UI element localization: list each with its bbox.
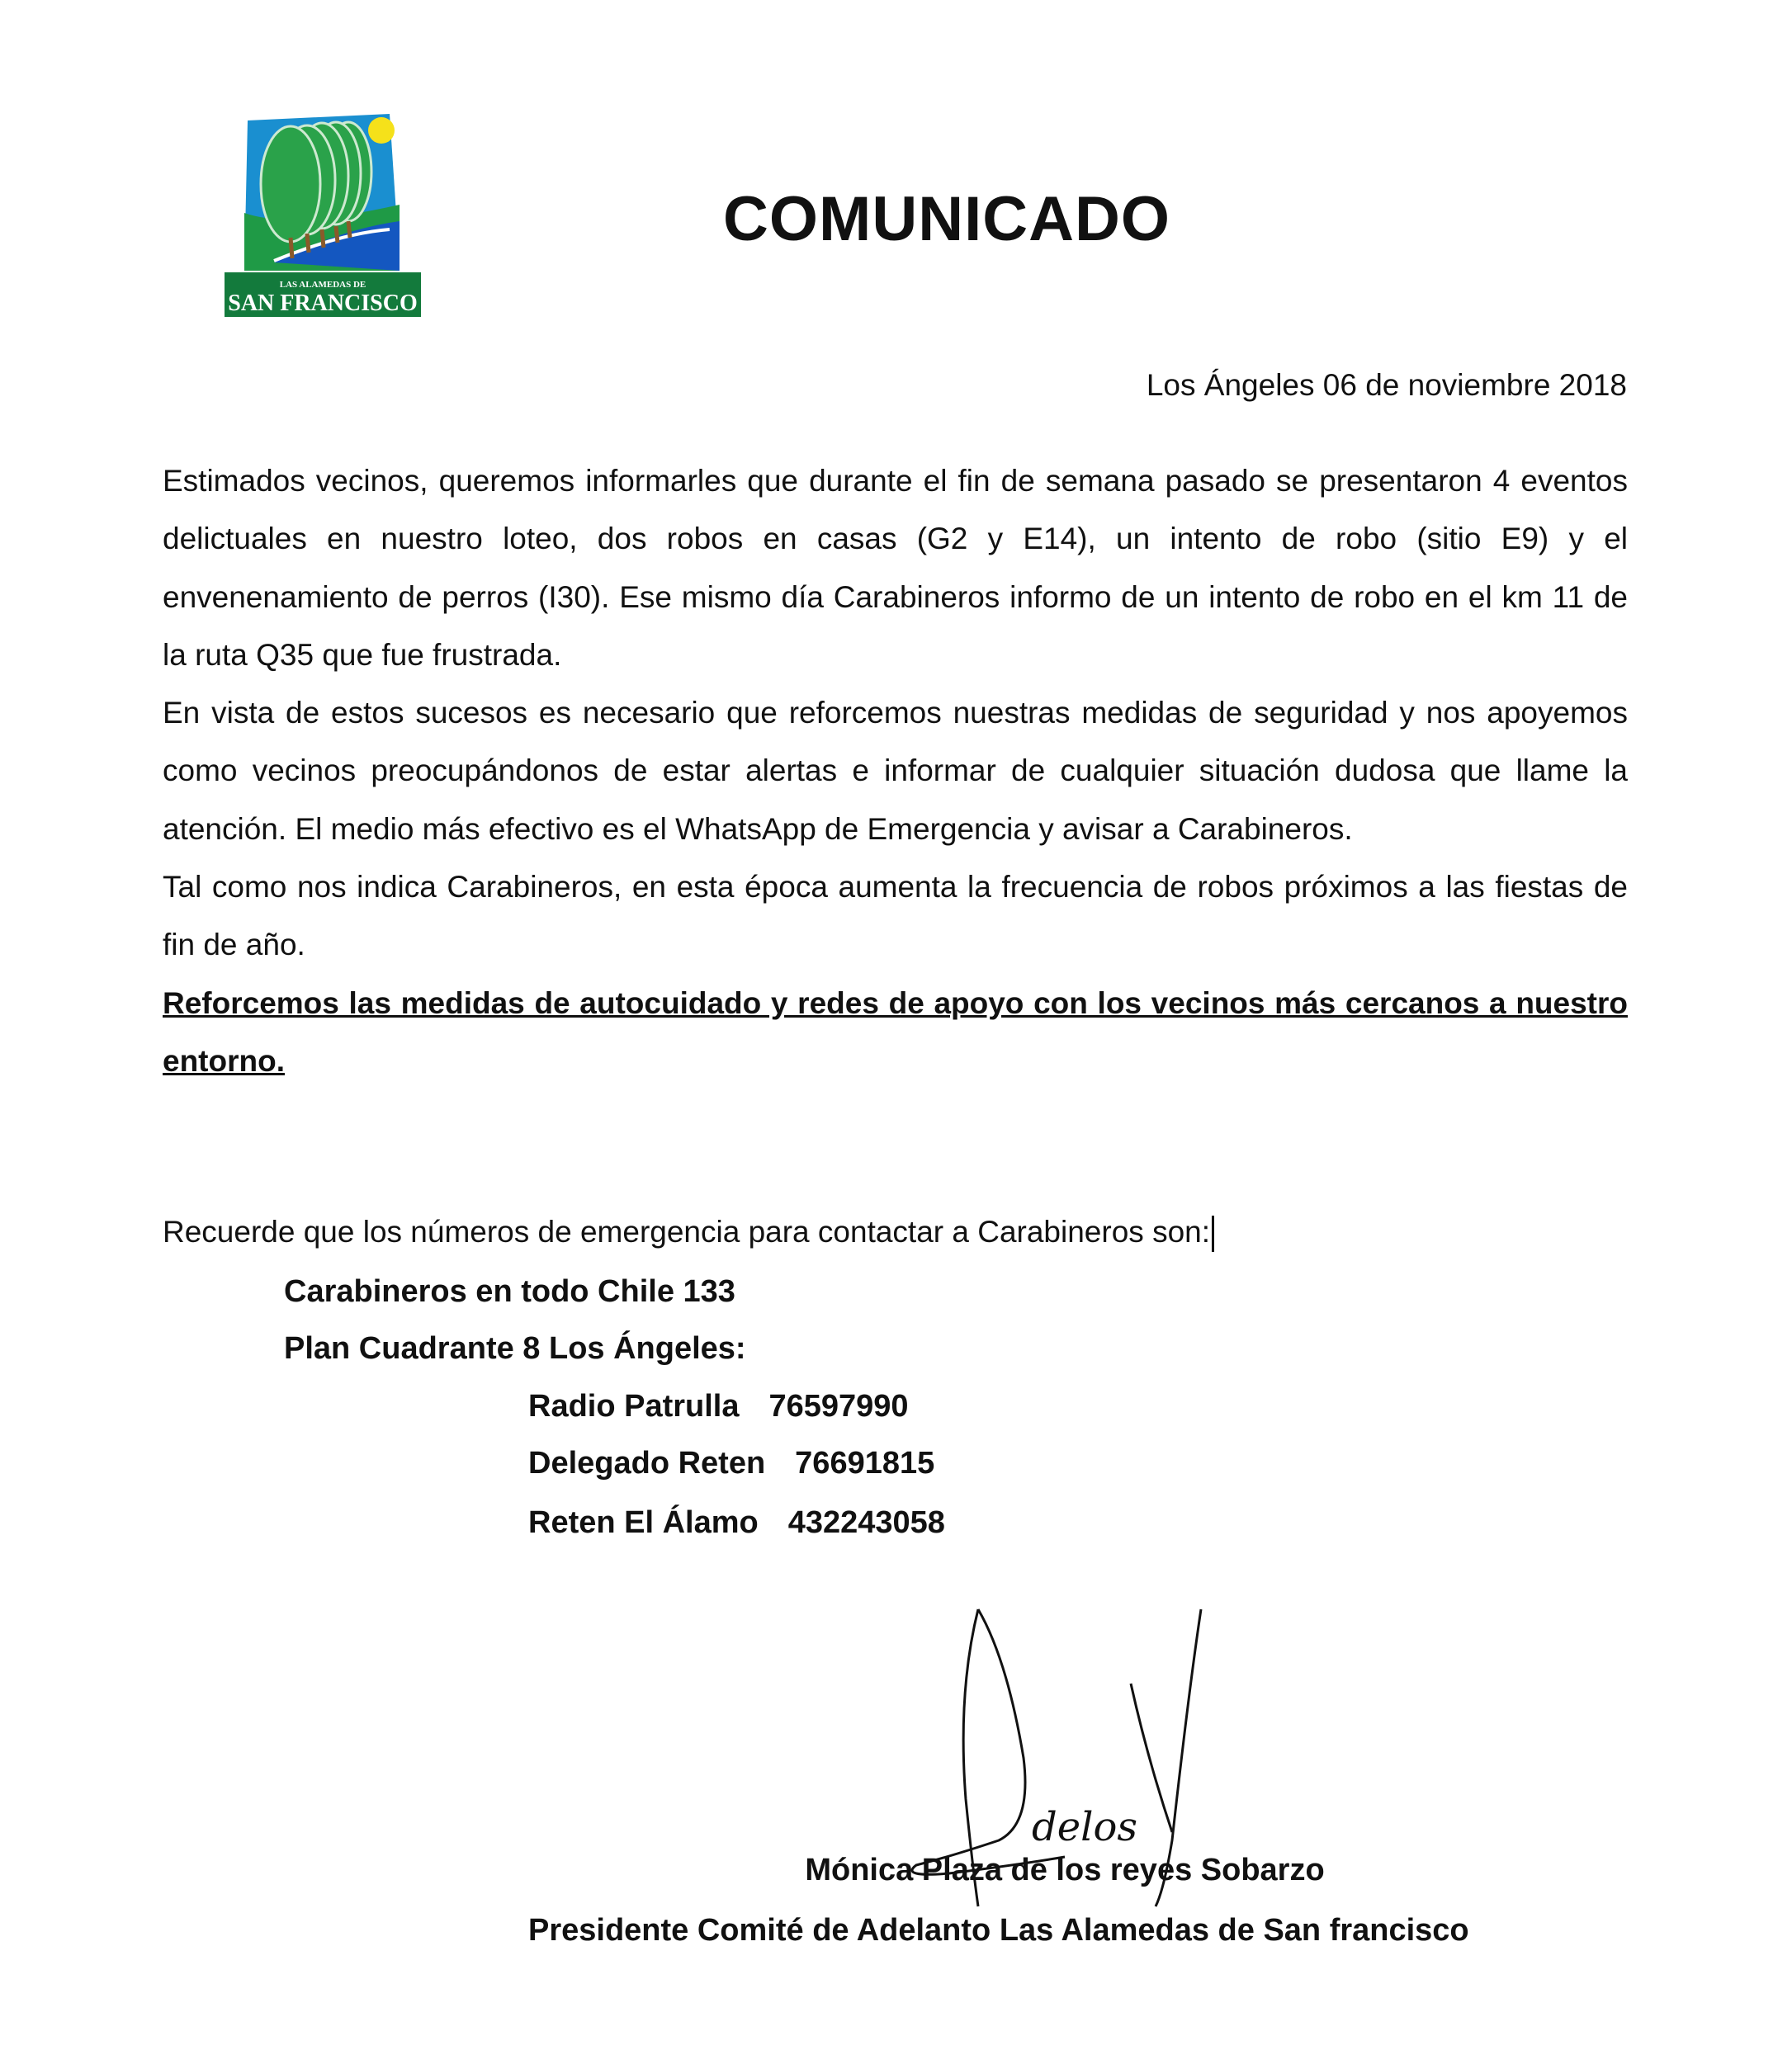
- logo-top-text: LAS ALAMEDAS DE: [279, 280, 366, 290]
- paragraph: Tal como nos indica Carabineros, en esta época aumenta la frecuencia de robos próximos a las fiestas de fin de año.: [163, 870, 1628, 962]
- document-body: [163, 452, 1628, 1090]
- document-date: Los Ángeles 06 de noviembre 2018: [1146, 368, 1627, 402]
- logo-name: SAN FRANCISCO: [228, 290, 418, 316]
- contact-label: Radio Patrulla: [528, 1389, 740, 1424]
- paragraph: Estimados vecinos, queremos informarles que durante el fin de semana pasado se presentaron 4 eventos delictuales en nuestro loteo, dos robos en casas (G2 y E14), un intento de robo (sitio E9) y el envenenamiento de perros (I30). Ese mismo día Carabineros informo de un intento de robo en el km 11 de la ruta Q35 que fue frustrada.: [163, 464, 1628, 672]
- emergency-intro: [163, 1215, 1214, 1252]
- document-title: COMUNICADO: [723, 184, 1170, 254]
- contact-label: Reten El Álamo: [528, 1505, 759, 1540]
- highlight-paragraph: Reforcemos las medidas de autocuidado y redes de apoyo con los vecinos más cercanos a nuestro entorno.: [163, 985, 1628, 1078]
- contact-row: [528, 1389, 909, 1424]
- paragraph: En vista de estos sucesos es necesario que reforcemos nuestras medidas de seguridad y nos apoyemos como vecinos preocupándonos de estar alertas e informar de cualquier situación dudosa que llame la atención. El medio más efectivo es el WhatsApp de Emergencia y avisar a Carabineros.: [163, 696, 1628, 846]
- contact-label: Delegado Reten: [528, 1446, 766, 1481]
- contact-number: 76597990: [768, 1389, 909, 1424]
- signer-name: Mónica Plaza de los reyes Sobarzo: [805, 1853, 1325, 1887]
- contact-number: 76691815: [795, 1446, 935, 1481]
- emergency-intro-text: Recuerde que los números de emergencia para contactar a Carabineros son:: [163, 1215, 1211, 1249]
- contact-row: [528, 1446, 934, 1481]
- contact-number: 432243058: [787, 1505, 945, 1540]
- plan-cuadrante: Plan Cuadrante 8 Los Ángeles:: [284, 1331, 746, 1366]
- national-number: Carabineros en todo Chile 133: [284, 1274, 735, 1309]
- signature-text: delos: [1032, 1804, 1138, 1850]
- signer-role: Presidente Comité de Adelanto Las Alamedas de San francisco: [528, 1913, 1469, 1948]
- contact-row: [528, 1505, 945, 1541]
- text-cursor: [1212, 1216, 1214, 1252]
